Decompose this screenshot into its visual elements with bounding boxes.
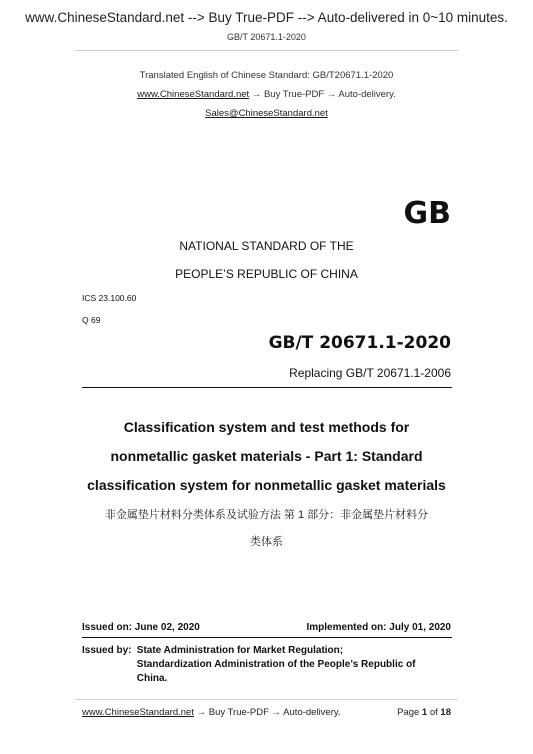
page-word: Page — [397, 707, 420, 718]
q-code: Q 69 — [82, 315, 101, 325]
footer-buy-text: → Buy True-PDF → Auto-delivery. — [193, 707, 341, 718]
issued-by-line-1: State Administration for Market Regulation; — [136, 645, 344, 656]
sales-email-link[interactable]: Sales@ChineseStandard.net — [205, 108, 328, 119]
header-standard-code: GB/T 20671.1-2020 — [227, 32, 306, 42]
header-divider — [75, 50, 458, 51]
translation-links — [0, 89, 533, 100]
buy-pdf-text: → Buy True-PDF → Auto-delivery. — [249, 89, 396, 100]
title-line-2: nonmetallic gasket materials - Part 1: Standard — [110, 448, 423, 464]
translation-notice: Translated English of Chinese Standard: GB/T20671.1-2020 — [139, 70, 394, 81]
issued-by-line-2: Standardization Administration of the People’s Republic of — [136, 659, 416, 670]
national-standard-line2: PEOPLE’S REPUBLIC OF CHINA — [175, 267, 358, 281]
replacing-text: Replacing GB/T 20671.1-2006 — [289, 366, 451, 380]
title-line-3: classification system for nonmetallic gasket materials — [87, 477, 446, 493]
email-line — [0, 108, 533, 119]
top-banner: www.ChineseStandard.net --> Buy True-PDF --> Auto-delivered in 0~10 minutes. — [25, 10, 508, 25]
issued-by-block — [82, 644, 457, 686]
title-line-1: Classification system and test methods for — [123, 419, 410, 435]
standard-code: GB/T 20671.1-2020 — [268, 333, 451, 353]
dates-divider — [82, 637, 452, 638]
ics-code: ICS 23.100.60 — [82, 293, 137, 303]
issued-by-line-3: China. — [136, 673, 168, 684]
national-standard-line1: NATIONAL STANDARD OF THE — [179, 239, 354, 253]
footer-chinesestandard-link[interactable]: www.ChineseStandard.net — [82, 707, 194, 718]
chinesestandard-link[interactable]: www.ChineseStandard.net — [137, 89, 250, 100]
page-current: 1 — [421, 707, 428, 718]
issued-by-authorities — [137, 644, 457, 686]
issued-on-date: Issued on: June 02, 2020 — [82, 622, 200, 633]
page-of: of — [429, 707, 438, 718]
page-indicator — [397, 707, 451, 718]
chinese-title-line-2: 类体系 — [250, 536, 283, 548]
implemented-on-date: Implemented on: July 01, 2020 — [306, 622, 451, 633]
issued-by-label: Issued by: — [82, 645, 132, 656]
footer-divider — [75, 699, 458, 700]
footer-links — [82, 707, 341, 718]
gb-logo: GB — [403, 196, 451, 231]
title-divider — [82, 387, 452, 388]
page-total: 18 — [440, 707, 451, 718]
chinese-title-line-1: 非金属垫片材料分类体系及试验方法 第 1 部分：非金属垫片材料分 — [104, 509, 429, 521]
